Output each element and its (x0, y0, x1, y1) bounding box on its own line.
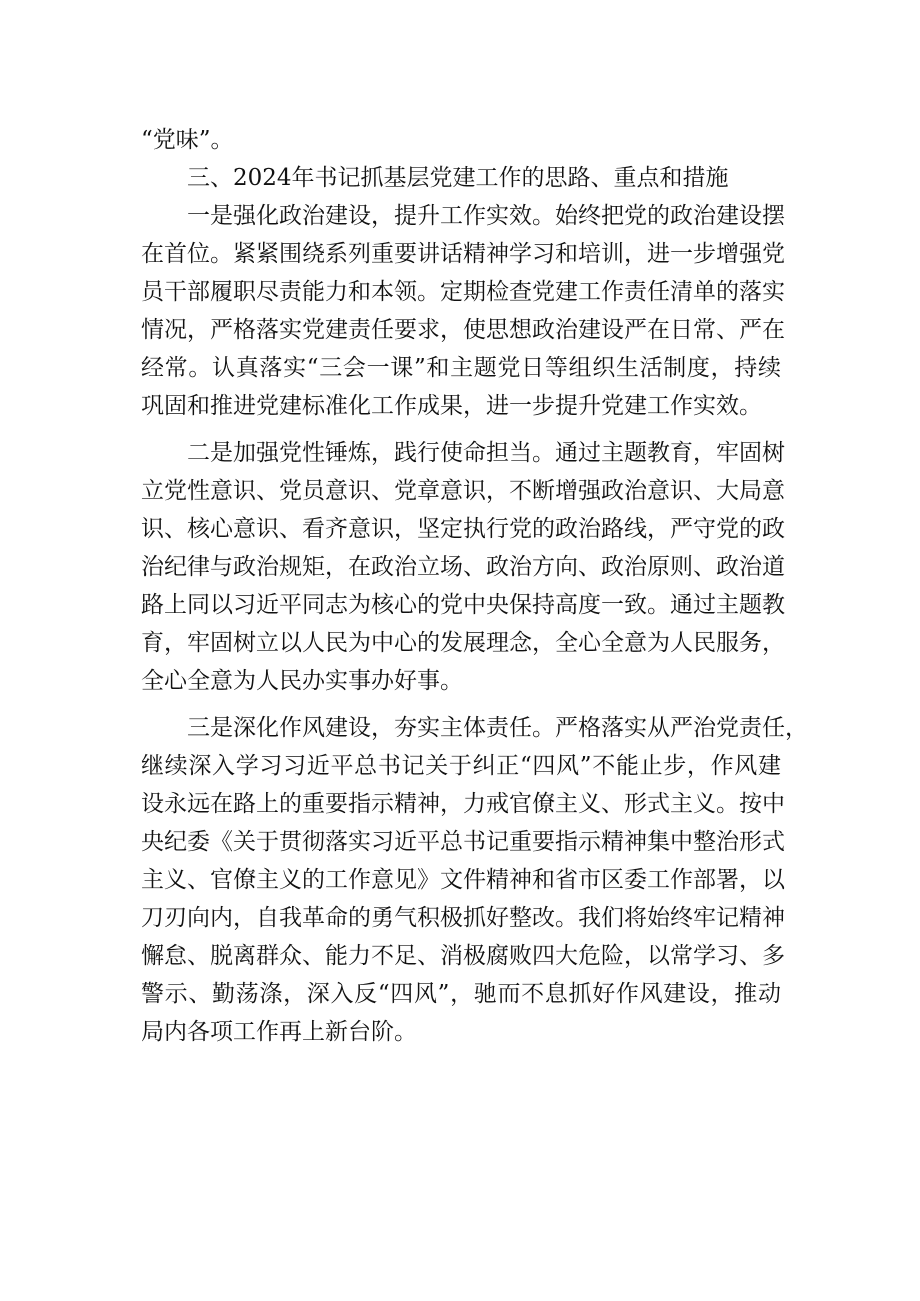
paragraph-line: 央纪委《关于贯彻落实习近平总书记重要指示精神集中整治形式 (141, 829, 785, 855)
paragraph-line: 二是加强党性锤炼，践行使命担当。通过主题教育，牢固树 (187, 440, 785, 466)
paragraph-line: 情况，严格落实党建责任要求，使思想政治建设严在日常、严在 (141, 317, 785, 343)
paragraph-line: 育，牢固树立以人民为中心的发展理念，全心全意为人民服务， (141, 630, 785, 656)
paragraph-line: 全心全意为人民办实事办好事。 (141, 668, 463, 694)
paragraph-line: 局内各项工作再上新台阶。 (141, 1019, 417, 1045)
paragraph-line: 三是深化作风建设，夯实主体责任。严格落实从严治党责任， (187, 715, 808, 741)
paragraph-line: 在首位。紧紧围绕系列重要讲话精神学习和培训，进一步增强党 (141, 241, 785, 267)
paragraph-line: 路上同以习近平同志为核心的党中央保持高度一致。通过主题教 (141, 592, 785, 618)
paragraph-line: 巩固和推进党建标准化工作成果，进一步提升党建工作实效。 (141, 393, 762, 419)
paragraph-line: 治纪律与政治规矩，在政治立场、政治方向、政治原则、政治道 (141, 554, 785, 580)
paragraph-line: 识、核心意识、看齐意识，坚定执行党的政治路线，严守党的政 (141, 516, 785, 542)
paragraph-line: 主义、官僚主义的工作意见》文件精神和省市区委工作部署，以 (141, 867, 785, 893)
document-page (141, 121, 808, 1051)
continuation-line: “党味”。 (141, 127, 234, 153)
paragraph-line: 懈怠、脱离群众、能力不足、消极腐败四大危险，以常学习、多 (141, 943, 785, 969)
paragraph-line: 刀刃向内，自我革命的勇气积极抓好整改。我们将始终牢记精神 (141, 905, 785, 931)
paragraph-line: 立党性意识、党员意识、党章意识，不断增强政治意识、大局意 (141, 478, 785, 504)
paragraph-line: 继续深入学习习近平总书记关于纠正“四风”不能止步，作风建 (141, 753, 781, 779)
paragraph-line: 经常。认真落实“三会一课”和主题党日等组织生活制度，持续 (141, 355, 781, 381)
section-heading: 三、2024年书记抓基层党建工作的思路、重点和措施 (187, 165, 729, 191)
paragraph-line: 一是强化政治建设，提升工作实效。始终把党的政治建设摆 (187, 203, 785, 229)
paragraph-line: 设永远在路上的重要指示精神，力戒官僚主义、形式主义。按中 (141, 791, 785, 817)
paragraph-3 (141, 709, 808, 1051)
paragraph-2 (141, 434, 785, 700)
paragraph-line: 员干部履职尽责能力和本领。定期检查党建工作责任清单的落实 (141, 279, 785, 305)
paragraph-gap (141, 425, 781, 434)
paragraph-line: 警示、勤荡涤，深入反“四风”，驰而不息抓好作风建设，推动 (141, 981, 781, 1007)
paragraph-1 (141, 197, 785, 425)
paragraph-gap (141, 700, 781, 709)
